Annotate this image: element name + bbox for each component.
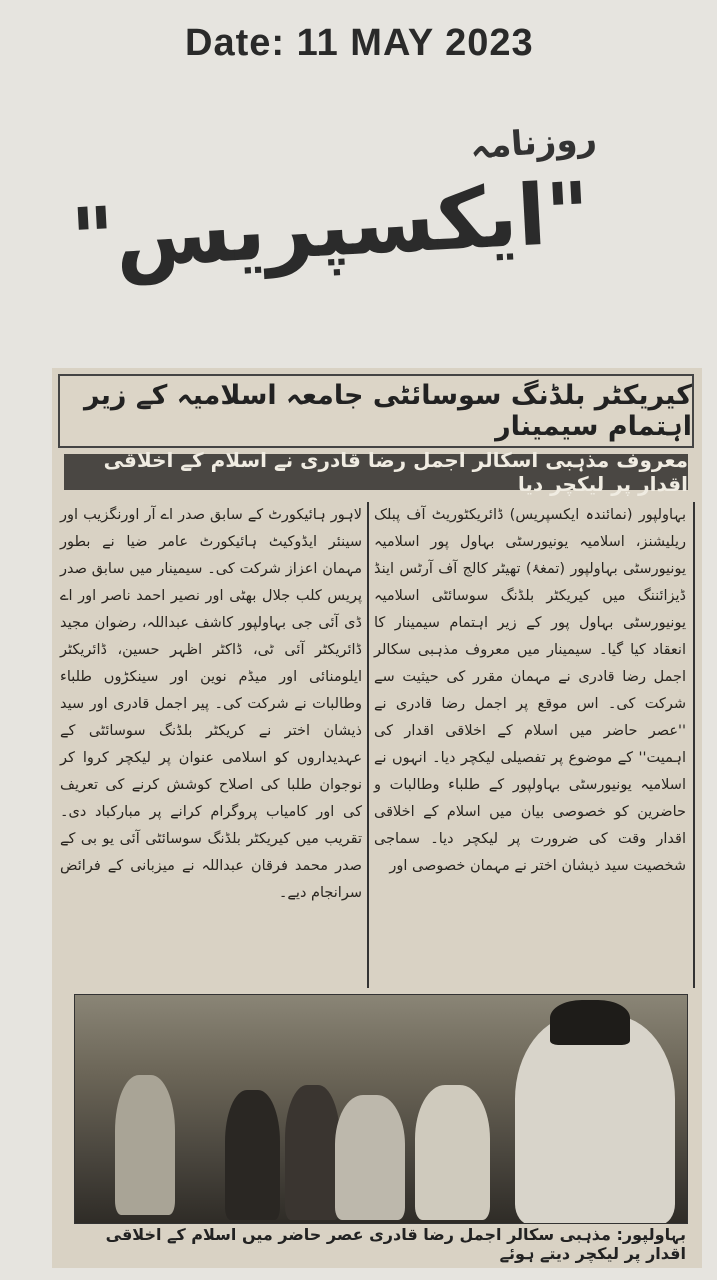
article-column-left: لاہور ہائیکورٹ کے سابق صدر اے آر اورنگزیب اور سینئر ایڈوکیٹ ہائیکورٹ عامر ضیا نے بطور مہمان اعزاز شرکت کی۔ سیمینار میں سابق صدر پریس کلب جلال بھٹی اور نصیر احمد ناصر اور اے ڈی آئی جی بہاولپور کاشف عبداللہ، رضوان مجید ڈائریکٹر آئی ٹی، ڈاکٹر اظہر حسین، ڈائریکٹر ایلومنائی اور میڈم نوین اور سینکڑوں طلباء وطالبات نے شرکت کی۔ پیر اجمل قادری اور سید ذیشان اختر نے کریکٹر بلڈنگ سوسائٹی کے عہدیداروں کو اسلامی عنوان پر لیکچر کروا کر نوجوان طلبا کی اصلاح کوشش کرنے کی تعریف کی اور کامیاب پروگرام کرانے پر مبارکباد دی۔ تقریب میں کیریکٹر بلڈنگ سوسائٹی آئی یو بی کے صدر محمد فرقان عبداللہ نے میزبانی کے فرائض سرانجام دیے۔ (60, 507, 362, 901)
article-subheadline: معروف مذہبی اسکالر اجمل رضا قادری نے اسلام کے اخلاقی اقدار پر لیکچر دیا (64, 454, 688, 490)
seminar-photo (74, 994, 688, 1224)
column-border (693, 502, 695, 988)
article-headline: کیریکٹر بلڈنگ سوسائٹی جامعہ اسلامیہ کے زیر اہتمام سیمینار (58, 374, 694, 448)
speaker-figure (515, 1015, 675, 1224)
column-divider (367, 502, 369, 988)
date-stamp: Date: 11 MAY 2023 (185, 22, 534, 64)
audience-figure (335, 1095, 405, 1220)
photo-caption: بہاولپور: مذہبی سکالر اجمل رضا قادری عصر حاضر میں اسلام کے اخلاقی اقدار پر لیکچر دیتے ہوئے (105, 1225, 686, 1263)
masthead-logo: "ایکسپریس" (68, 163, 593, 289)
audience-figure (225, 1090, 280, 1220)
masthead-prefix: روزنامہ (468, 118, 599, 168)
article-column-right: بہاولپور (نمائندہ ایکسپریس) ڈائریکٹوریٹ آف پبلک ریلیشنز، اسلامیہ یونیورسٹی بہاول پور اسلامیہ یونیورسٹی بہاولپور (تمغۂ) تھیٹر کالج آف آرٹس اینڈ ڈیزائننگ میں کیریکٹر بلڈنگ سوسائٹی اسلامیہ یونیورسٹی بہاول پور کے زیر اہتمام سیمینار کا انعقاد کیا گیا۔ سیمینار میں معروف مذہبی سکالر اجمل رضا قادری نے مہمان مقرر کی حیثیت سے شرکت کی۔ اس موقع پر اجمل رضا قادری نے ''عصر حاضر میں اسلام کے اخلاقی اقدار کی اہمیت'' کے موضوع پر تفصیلی لیکچر دیا۔ انہوں نے اسلامیہ یونیورسٹی بہاولپور کے طلباء وطالبات و حاضرین کو خصوصی بیان میں اسلام کے اخلاقی اقدار وقت کی ضرورت پر لیکچر دیا۔ سماجی شخصیت سید ذیشان اختر نے مہمان خصوصی اور (374, 507, 686, 874)
audience-figure (415, 1085, 490, 1220)
newspaper-clipping (52, 368, 702, 1268)
audience-figure (115, 1075, 175, 1215)
speaker-turban (550, 1000, 630, 1045)
audience-figure (285, 1085, 340, 1220)
